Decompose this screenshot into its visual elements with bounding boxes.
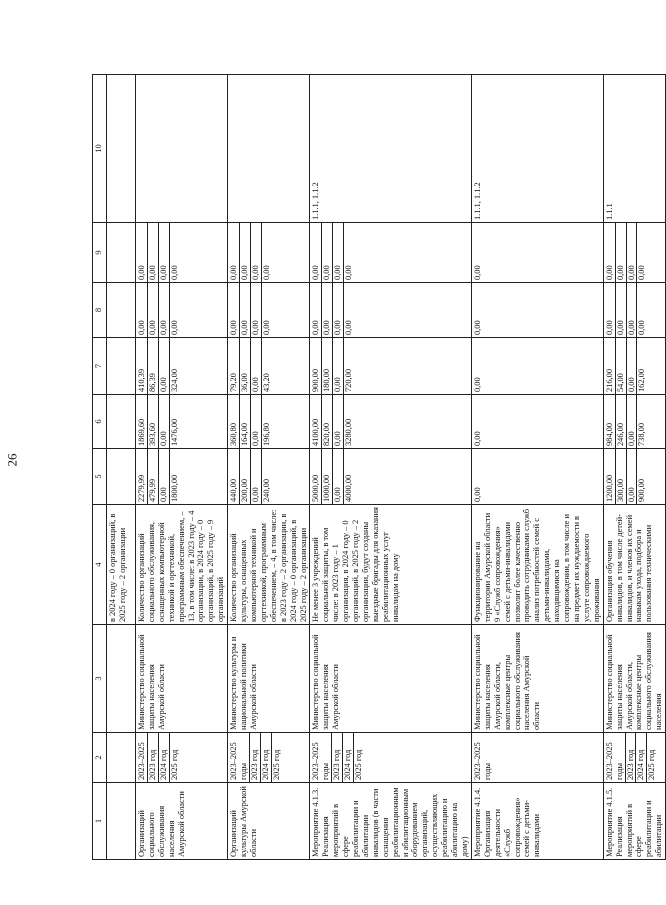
federal-funding-value: 393,60 [147,395,158,448]
executor: Министерство социальной защиты населения Амурской области [136,625,228,733]
activity-name: Мероприятие 4.1.3. Реализация мероприятий в сфере реабилитации и абилитации инвалидов (в части оснащения реабилитационным и абилитационным оборудованием организаций, осуществляющих реабилитацию и абилитацию на дому) [310,783,472,860]
local-funding-value: 0,00 [137,320,146,335]
period-value: 2023 год [147,733,158,782]
period-value: 2024 год [635,733,646,782]
regional-funding-value: 0,00 [158,338,169,394]
regional-funding [228,338,310,395]
other-funding-value: 0,00 [239,223,250,282]
table-row [603,75,665,860]
other-funding [228,223,310,283]
regional-funding-value: 0,00 [626,338,637,394]
period-value: 2023–2025 годы [311,742,331,780]
program-table [92,74,666,860]
period-value: 2024 год [342,733,353,782]
table-row [310,75,472,860]
total-funding-value: 0,00 [332,449,343,504]
period-value: 2025 год [353,733,364,782]
period-value: 2024 год [158,733,169,782]
indicator-code [136,75,228,223]
continuation-text: в 2024 году – 0 организаций, в 2025 году – 2 организации [107,505,136,625]
local-funding-value: 0,00 [229,320,239,335]
other-funding [603,223,665,283]
federal-funding [228,395,310,449]
local-funding-value: 0,00 [250,283,261,337]
local-funding-value: 0,00 [604,320,614,335]
regional-funding-value: 79,20 [229,373,239,392]
other-funding-value: 0,00 [147,223,158,282]
period-value: 2023–2025 годы [472,742,492,780]
page-number [0,448,24,472]
total-funding [471,449,603,505]
regional-funding-value: 720,00 [343,338,354,394]
federal-funding-value: 738,00 [636,395,647,448]
local-funding [603,283,665,338]
total-funding-value: 4000,00 [343,449,354,504]
total-funding-value: 440,00 [229,478,239,502]
regional-funding [136,338,228,395]
period [228,733,310,783]
other-funding-value: 0,00 [332,223,343,282]
federal-funding-value: 0,00 [158,395,169,448]
federal-funding [603,395,665,449]
table-row [228,75,310,860]
indicator: Организация обучения инвалидов, в том числе детей-инвалидов, и членов их семей навыкам ухода, подбора и пользования техническими [603,505,665,625]
total-funding-value: 240,00 [261,449,272,504]
federal-funding-value: 4100,00 [311,418,321,446]
local-funding-value: 0,00 [615,283,626,337]
header-row [93,75,107,860]
period-value: 2023–2025 годы [604,742,624,780]
local-funding-value: 0,00 [321,283,332,337]
regional-funding-value: 43,20 [261,338,272,394]
period-value: 2023 год [249,733,260,782]
executor: Министерство социальной защиты населения Амурской области [310,625,472,733]
executor: Министерство социальной защиты населения Амурской области, комплексные центры социального обслуживания населения Амурской области [471,625,603,733]
local-funding-value: 0,00 [626,283,637,337]
header-cell: 4 [93,505,107,625]
indicator: Количество организаций культуры, оснащенных компьютерной техникой и оргтехникой, программным обеспечением, – 4, в том числе: в 2023 году – 2 организации, в 2024 году – 0 организаций, в 2025 году – 2 организации [228,505,310,625]
local-funding-value: 0,00 [261,283,272,337]
header-cell: 10 [93,75,107,223]
regional-funding-value: 36,00 [239,338,250,394]
period-value: 2025 год [646,733,657,782]
table-row [471,75,603,860]
total-funding-value: 479,99 [147,449,158,504]
header-cell: 7 [93,338,107,395]
other-funding-value: 0,00 [250,223,261,282]
regional-funding-value: 0,00 [250,338,261,394]
total-funding-value: 200,00 [239,449,250,504]
indicator: Функционирование на территории Амурской области 9 «Служб сопровождения» семей с детьми-инвалидами позволит более качественно проводить сотрудниками служб анализ потребностей семей с детьми-инвалидами, находящимися на сопровождении, в том числе и на предмет их нуждаемости в услуге сопровождаемого проживания [471,505,603,625]
regional-funding-value: 162,00 [636,338,647,394]
continuation-row [107,75,136,860]
total-funding-value: 1000,00 [321,449,332,504]
total-funding-value: 0,00 [626,449,637,504]
federal-funding-value: 164,00 [239,395,250,448]
rotated-page [92,75,664,860]
other-funding-value: 0,00 [158,223,169,282]
total-funding-value: 300,00 [615,449,626,504]
period-value: 2023 год [331,733,342,782]
federal-funding-value: 0,00 [626,395,637,448]
federal-funding [310,395,472,449]
federal-funding-value: 196,80 [261,395,272,448]
local-funding-value: 0,00 [239,283,250,337]
indicator: Не менее 3 учреждений социальной защиты, в том числе: в 2023 году – 1 организация, в 2024 году – 0 организаций, в 2025 году – 2 организации, будут созданы выездные бригады для оказания реабилитационных услуг инвалидам на дому [310,505,472,625]
local-funding [228,283,310,338]
regional-funding [471,338,603,395]
total-funding-value: 0,00 [158,449,169,504]
federal-funding-value: 0,00 [472,431,482,446]
activity-name: Организаций культуры Амурской области [228,783,310,860]
local-funding-value: 0,00 [472,320,482,335]
federal-funding-value: 984,00 [604,422,614,446]
other-funding-value: 0,00 [472,265,482,280]
period [471,733,603,783]
header-cell: 1 [93,783,107,860]
regional-funding-value: 0,00 [332,338,343,394]
activity-name: Мероприятие 4.1.4. Организация деятельности «Служб сопровождения» семей с детьми-инвалидами [471,783,603,860]
regional-funding-value: 86,39 [147,338,158,394]
other-funding-value: 0,00 [343,223,354,282]
table-row [136,75,228,860]
other-funding [310,223,472,283]
header-cell: 3 [93,625,107,733]
regional-funding [603,338,665,395]
regional-funding-value: 216,00 [604,368,614,392]
total-funding [136,449,228,505]
other-funding-value: 0,00 [615,223,626,282]
total-funding-value: 1200,00 [604,474,614,502]
header-cell: 8 [93,283,107,338]
local-funding-value: 0,00 [311,320,321,335]
local-funding-value: 0,00 [343,283,354,337]
other-funding-value: 0,00 [636,223,647,282]
indicator: Количество организаций социального обслуживания, оснащенных компьютерной техникой и оргтехникой, программным обеспечением, – 13, в том числе: в 2023 году – 4 организации, в 2024 году – 0 организаций, в 2025 году – 9 организаций [136,505,228,625]
page-number-text: 26 [4,453,19,467]
total-funding-value: 0,00 [472,487,482,502]
regional-funding [310,338,472,395]
local-funding [136,283,228,338]
regional-funding-value: 410,39 [137,368,146,392]
federal-funding-value: 0,00 [250,395,261,448]
other-funding [471,223,603,283]
period-value: 2025 год [271,733,282,782]
federal-funding-value: 360,80 [229,422,239,446]
regional-funding-value: 54,00 [615,338,626,394]
executor: Министерство социальной защиты населения Амурской области, комплексные центры социального обслуживания населения [603,625,665,733]
regional-funding-value: 180,00 [321,338,332,394]
total-funding-value: 2279,99 [137,474,146,502]
regional-funding-value: 900,00 [311,368,321,392]
period [603,733,665,783]
other-funding-value: 0,00 [169,223,180,282]
other-funding-value: 0,00 [321,223,332,282]
total-funding-value: 0,00 [250,449,261,504]
federal-funding [136,395,228,449]
other-funding-value: 0,00 [626,223,637,282]
federal-funding [471,395,603,449]
activity-name: Мероприятие 4.1.5. Реализация мероприятий в сфере реабилитации и абилитации [603,783,665,860]
local-funding-value: 0,00 [169,283,180,337]
local-funding [310,283,472,338]
local-funding-value: 0,00 [158,283,169,337]
total-funding [228,449,310,505]
period [310,733,472,783]
local-funding-value: 0,00 [147,283,158,337]
indicator-code: 1.1.1, 1.1.2 [471,75,603,223]
other-funding-value: 0,00 [229,265,239,280]
header-cell: 9 [93,223,107,283]
header-cell: 5 [93,449,107,505]
header-cell: 6 [93,395,107,449]
federal-funding-value: 820,00 [321,395,332,448]
period-value: 2025 год [169,733,180,782]
federal-funding-value: 246,00 [615,395,626,448]
federal-funding-value: 1869,60 [137,418,146,446]
other-funding [136,223,228,283]
period [136,733,228,783]
total-funding [603,449,665,505]
other-funding-value: 0,00 [261,223,272,282]
period-value: 2023 год [625,733,636,782]
local-funding [471,283,603,338]
federal-funding-value: 1476,00 [169,395,180,448]
other-funding-value: 0,00 [311,265,321,280]
executor: Министерство культуры и национальной политики Амурской области [228,625,310,733]
regional-funding-value: 0,00 [472,377,482,392]
indicator-code [228,75,310,223]
activity-name: Организаций социального обслуживания населения Амурской области [136,783,228,860]
total-funding-value: 1800,00 [169,449,180,504]
regional-funding-value: 324,00 [169,338,180,394]
period-value: 2023–2025 [137,742,146,780]
indicator-code: 1.1.1, 1.1.2 [310,75,472,223]
other-funding-value: 0,00 [137,265,146,280]
federal-funding-value: 0,00 [332,395,343,448]
header-cell: 2 [93,733,107,783]
period-value: 2024 год [260,733,271,782]
other-funding-value: 0,00 [604,265,614,280]
period-value: 2023–2025 годы [229,742,249,780]
total-funding-value: 5000,00 [311,474,321,502]
total-funding [310,449,472,505]
federal-funding-value: 3280,00 [343,395,354,448]
indicator-code: 1.1.1 [603,75,665,223]
local-funding-value: 0,00 [332,283,343,337]
total-funding-value: 900,00 [636,449,647,504]
local-funding-value: 0,00 [636,283,647,337]
